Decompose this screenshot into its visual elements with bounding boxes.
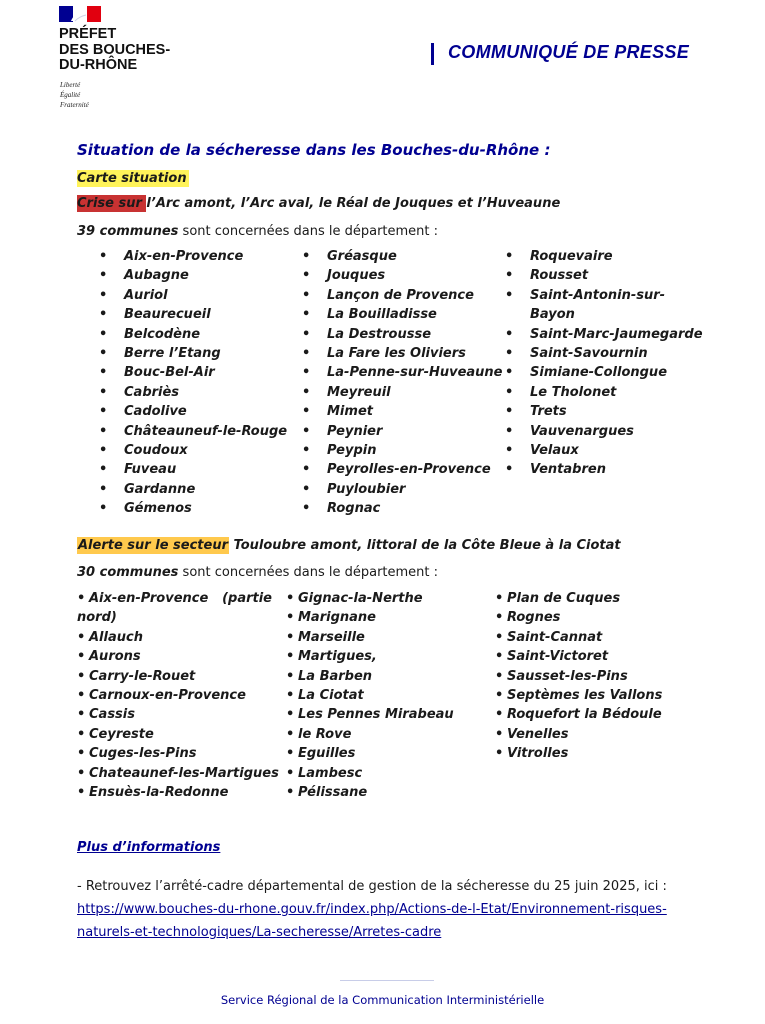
list-item: • Rognac: [302, 499, 503, 518]
list-item: • Cadolive: [99, 402, 287, 421]
alerte-communes-col1: [77, 589, 279, 802]
list-item: • Fuveau: [99, 460, 287, 479]
list-item: • Pélissane: [286, 783, 454, 802]
devise-line: Fraternité: [60, 101, 89, 109]
list-item: • Ventabren: [505, 460, 703, 479]
list-item-continuation: Bayon: [530, 307, 575, 323]
list-item: • La-Penne-sur-Huveaune: [302, 363, 503, 382]
list-item: • Plan de Cuques: [495, 589, 662, 608]
list-item: • Les Pennes Mirabeau: [286, 705, 454, 724]
list-item: • le Rove: [286, 725, 454, 744]
list-item: • La Destrousse: [302, 325, 503, 344]
crise-heading: [77, 196, 560, 211]
list-item: • Le Tholonet: [505, 383, 703, 402]
list-item: • Marseille: [286, 628, 454, 647]
list-item: • Mimet: [302, 402, 503, 421]
crise-communes-col2: [302, 247, 503, 518]
alerte-communes-col2: [286, 589, 454, 802]
carte-situation-link[interactable]: Carte situation: [77, 171, 187, 186]
header: [0, 0, 765, 120]
list-item: • Berre l’Etang: [99, 344, 287, 363]
crise-communes-col1: [99, 247, 287, 518]
list-item: • Allauch: [77, 628, 272, 647]
list-item: • Auriol: [99, 286, 287, 305]
list-item: • Saint-Victoret: [495, 647, 662, 666]
crise-count: [77, 224, 438, 239]
list-item: • Saint-Antonin-sur-: [505, 286, 703, 305]
communique-divider: [431, 43, 434, 65]
alerte-count-text: sont concernées dans le département :: [178, 565, 439, 580]
list-item: • Cassis: [77, 705, 272, 724]
crise-zones: l’Arc amont, l’Arc aval, le Réal de Jouques et l’Huveaune: [146, 196, 561, 211]
list-item: • Aubagne: [99, 266, 287, 285]
page-title: Situation de la sécheresse dans les Bouches-du-Rhône :: [77, 141, 551, 159]
list-item: • Bouc-Bel-Air: [99, 363, 287, 382]
list-item: • Lambesc: [286, 764, 454, 783]
list-item: • Puyloubier: [302, 480, 503, 499]
list-item: • La Barben: [286, 667, 454, 686]
list-item: • Saint-Marc-Jaumegarde: [505, 325, 703, 344]
list-item-text: • Aix-en-Provence: [89, 591, 209, 606]
list-item: • Gignac-la-Nerthe: [286, 589, 454, 608]
list-item: [77, 589, 272, 608]
list-item: • Saint-Cannat: [495, 628, 662, 647]
footer-divider: [340, 980, 434, 981]
devise-line: Égalité: [60, 91, 81, 99]
list-item: • Aix-en-Provence: [99, 247, 287, 266]
alerte-zones: Touloubre amont, littoral de la Côte Bleue à la Ciotat: [229, 538, 621, 553]
prefet-line: PRÉFET: [59, 26, 117, 42]
list-item: • Marignane: [286, 608, 454, 627]
list-item: • Meyreuil: [302, 383, 503, 402]
list-item: • Châteauneuf-le-Rouge: [99, 422, 287, 441]
list-item: • Saint-Savournin: [505, 344, 703, 363]
list-item: • Carry-le-Rouet: [77, 667, 272, 686]
list-item-continuation: nord): [77, 610, 117, 626]
marianne-flag-logo: [59, 6, 101, 22]
arrete-cadre-link-cont[interactable]: naturels-et-technologiques/La-secheresse/Arretes-cadre: [77, 925, 442, 940]
list-item: • Gémenos: [99, 499, 287, 518]
list-item: • Rousset: [505, 266, 703, 285]
list-item: • Lançon de Provence: [302, 286, 503, 305]
list-item: • Roquefort la Bédoule: [495, 705, 662, 724]
list-item: • Peynier: [302, 422, 503, 441]
list-item: • Peyrolles-en-Provence: [302, 460, 503, 479]
list-item: • Carnoux-en-Provence: [77, 686, 272, 705]
alerte-count: [77, 565, 438, 580]
list-item: • Coudoux: [99, 441, 287, 460]
list-item: • Roquevaire: [505, 247, 703, 266]
info-text: - Retrouvez l’arrêté-cadre départemental de gestion de la sécheresse du 25 juin 2025, ici :: [77, 879, 667, 894]
list-item: • Martigues,: [286, 647, 454, 666]
alerte-heading: [77, 538, 621, 553]
alerte-tag: Alerte sur le secteur: [78, 538, 228, 553]
list-item: • Jouques: [302, 266, 503, 285]
crise-count-text: sont concernées dans le département :: [178, 224, 439, 239]
devise: [60, 80, 89, 110]
list-item: • Gardanne: [99, 480, 287, 499]
list-item: • La Fare les Oliviers: [302, 344, 503, 363]
devise-line: Liberté: [60, 81, 81, 89]
list-item: • Ceyreste: [77, 725, 272, 744]
prefet-line: DES BOUCHES-: [59, 41, 171, 58]
list-item: • Velaux: [505, 441, 703, 460]
list-item: • La Bouilladisse: [302, 305, 503, 324]
list-item: • La Ciotat: [286, 686, 454, 705]
alerte-count-number: 30 communes: [77, 565, 179, 580]
list-item: • Chateaunef-les-Martigues: [77, 764, 272, 783]
list-item: • Sausset-les-Pins: [495, 667, 662, 686]
list-item: • Peypin: [302, 441, 503, 460]
list-item: • Eguilles: [286, 744, 454, 763]
list-item: • Venelles: [495, 725, 662, 744]
list-item: • Vitrolles: [495, 744, 662, 763]
communique-title: COMMUNIQUÉ DE PRESSE: [448, 42, 690, 62]
list-item: • Cabriès: [99, 383, 287, 402]
alerte-communes-col3: [495, 589, 662, 764]
footer-service: Service Régional de la Communication Interministérielle: [220, 993, 545, 1007]
list-item: • Ensuès-la-Redonne: [77, 783, 272, 802]
list-item-note: (partie: [222, 591, 272, 606]
arrete-cadre-link[interactable]: https://www.bouches-du-rhone.gouv.fr/index.php/Actions-de-l-Etat/Environnement-risques-: [77, 902, 667, 917]
list-item: • Aurons: [77, 647, 272, 666]
list-item: • Trets: [505, 402, 703, 421]
plus-informations-link[interactable]: Plus d’informations: [77, 840, 221, 855]
crise-communes-col3: [505, 247, 703, 480]
list-item: • Septèmes les Vallons: [495, 686, 662, 705]
crise-count-number: 39 communes: [77, 224, 179, 239]
list-item: • Gréasque: [302, 247, 503, 266]
list-item: • Belcodène: [99, 325, 287, 344]
prefet-title: [59, 27, 170, 74]
list-item: • Beaurecueil: [99, 305, 287, 324]
crise-tag: Crise sur: [77, 196, 147, 211]
list-item: • Vauvenargues: [505, 422, 703, 441]
list-item: • Rognes: [495, 608, 662, 627]
info-paragraph: [77, 875, 697, 944]
list-item: • Cuges-les-Pins: [77, 744, 272, 763]
prefet-line: DU-RHÔNE: [59, 57, 138, 73]
list-item: • Simiane-Collongue: [505, 363, 703, 382]
